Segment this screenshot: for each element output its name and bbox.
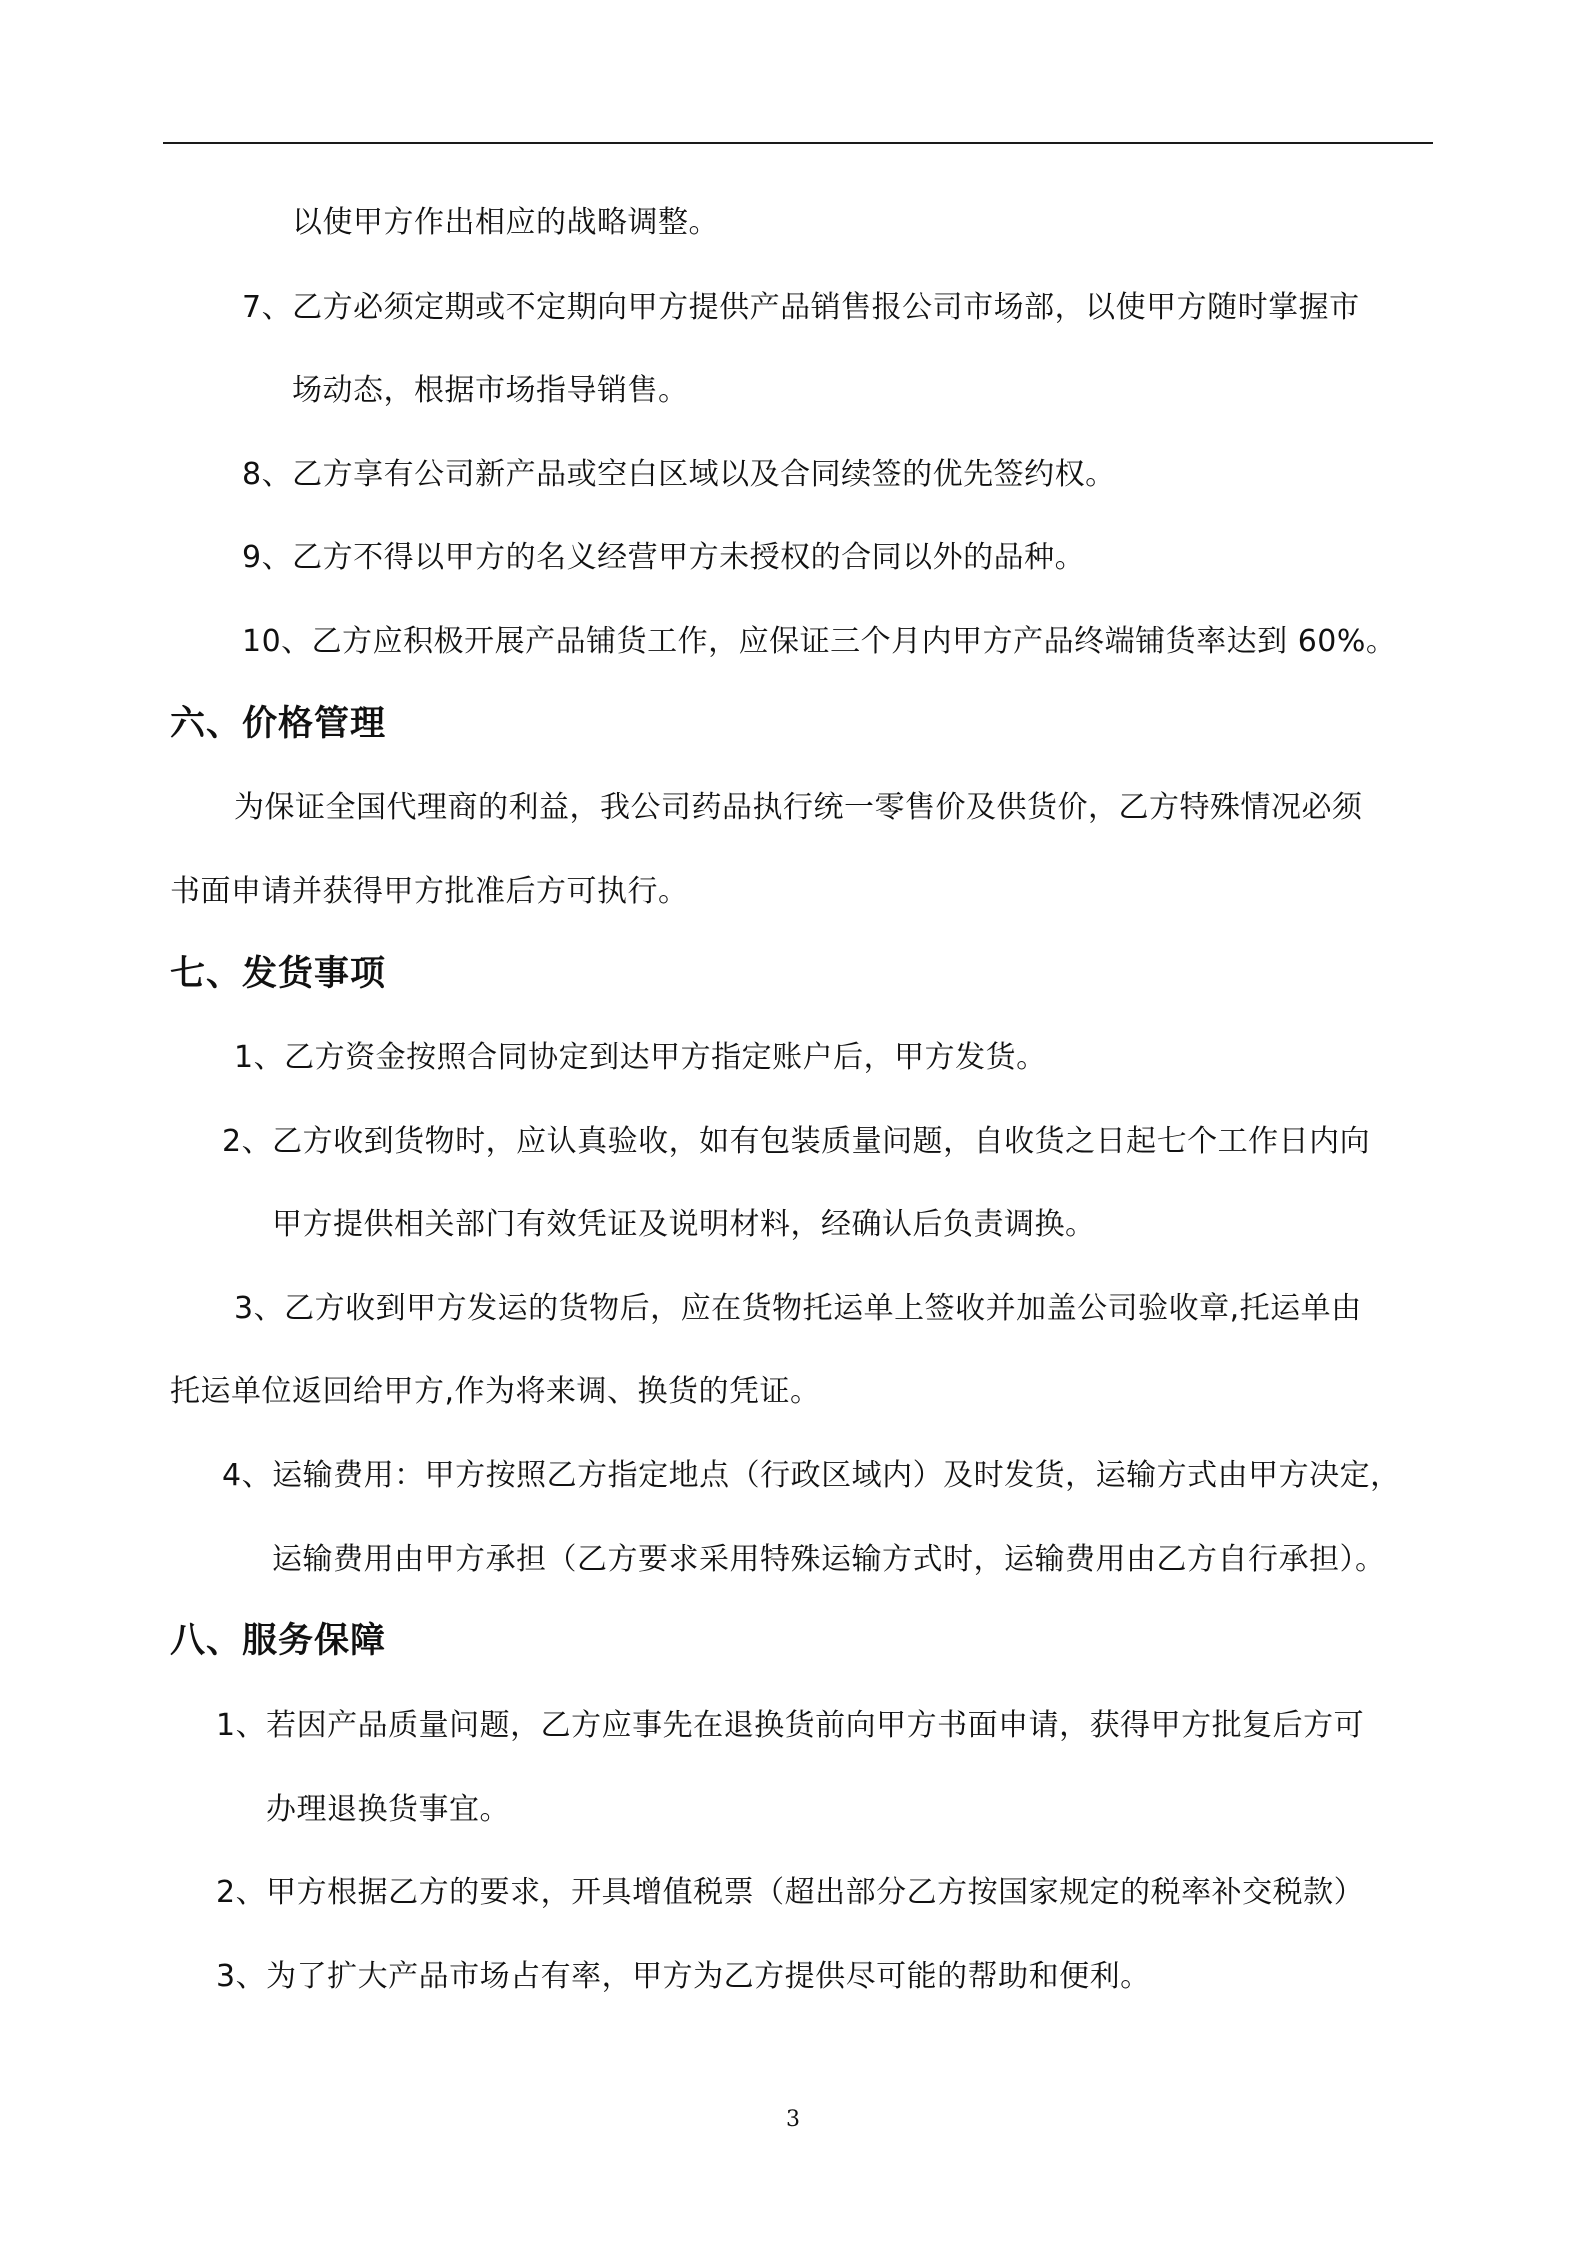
- list-item-3: 3、为了扩大产品市场占有率，甲方为乙方提供尽可能的帮助和便利。: [216, 1959, 1151, 1994]
- list-item-9: 9、乙方不得以甲方的名义经营甲方未授权的合同以外的品种。: [242, 540, 1086, 575]
- list-item-3: 3、乙方收到甲方发运的货物后，应在货物托运单上签收并加盖公司验收章,托运单由: [234, 1291, 1362, 1326]
- text-line: 甲方提供相关部门有效凭证及说明材料，经确认后负责调换。: [272, 1207, 1096, 1242]
- section-heading-price: 六、价格管理: [170, 704, 387, 744]
- header-divider: [163, 142, 1433, 144]
- text-line: 运输费用由甲方承担（乙方要求采用特殊运输方式时，运输费用由乙方自行承担）。: [272, 1542, 1386, 1577]
- list-item-1: 1、若因产品质量问题，乙方应事先在退换货前向甲方书面申请，获得甲方批复后方可: [216, 1708, 1365, 1743]
- text-line: 托运单位返回给甲方,作为将来调、换货的凭证。: [170, 1374, 821, 1409]
- page-number: 3: [786, 2107, 800, 2132]
- section-heading-delivery: 七、发货事项: [170, 954, 387, 994]
- text-line: 办理退换货事宜。: [266, 1792, 510, 1827]
- list-item-2: 2、乙方收到货物时，应认真验收，如有包装质量问题，自收货之日起七个工作日内向: [222, 1124, 1371, 1159]
- paragraph-line: 书面申请并获得甲方批准后方可执行。: [170, 874, 689, 909]
- list-item-1: 1、乙方资金按照合同协定到达甲方指定账户后，甲方发货。: [234, 1040, 1047, 1075]
- list-item-2: 2、甲方根据乙方的要求，开具增值税票（超出部分乙方按国家规定的税率补交税款）: [216, 1875, 1365, 1910]
- list-item-7: 7、乙方必须定期或不定期向甲方提供产品销售报公司市场部，以使甲方随时掌握市: [242, 290, 1360, 325]
- text-line: 场动态，根据市场指导销售。: [292, 373, 689, 408]
- list-item-10: 10、乙方应积极开展产品铺货工作，应保证三个月内甲方产品终端铺货率达到 60%。: [242, 624, 1397, 659]
- list-item-8: 8、乙方享有公司新产品或空白区域以及合同续签的优先签约权。: [242, 457, 1116, 492]
- list-item-4: 4、运输费用：甲方按照乙方指定地点（行政区域内）及时发货，运输方式由甲方决定，: [222, 1458, 1401, 1493]
- paragraph-line: 为保证全国代理商的利益，我公司药品执行统一零售价及供货价，乙方特殊情况必须: [234, 790, 1363, 825]
- text-line: 以使甲方作出相应的战略调整。: [292, 205, 719, 240]
- section-heading-service: 八、服务保障: [170, 1621, 387, 1661]
